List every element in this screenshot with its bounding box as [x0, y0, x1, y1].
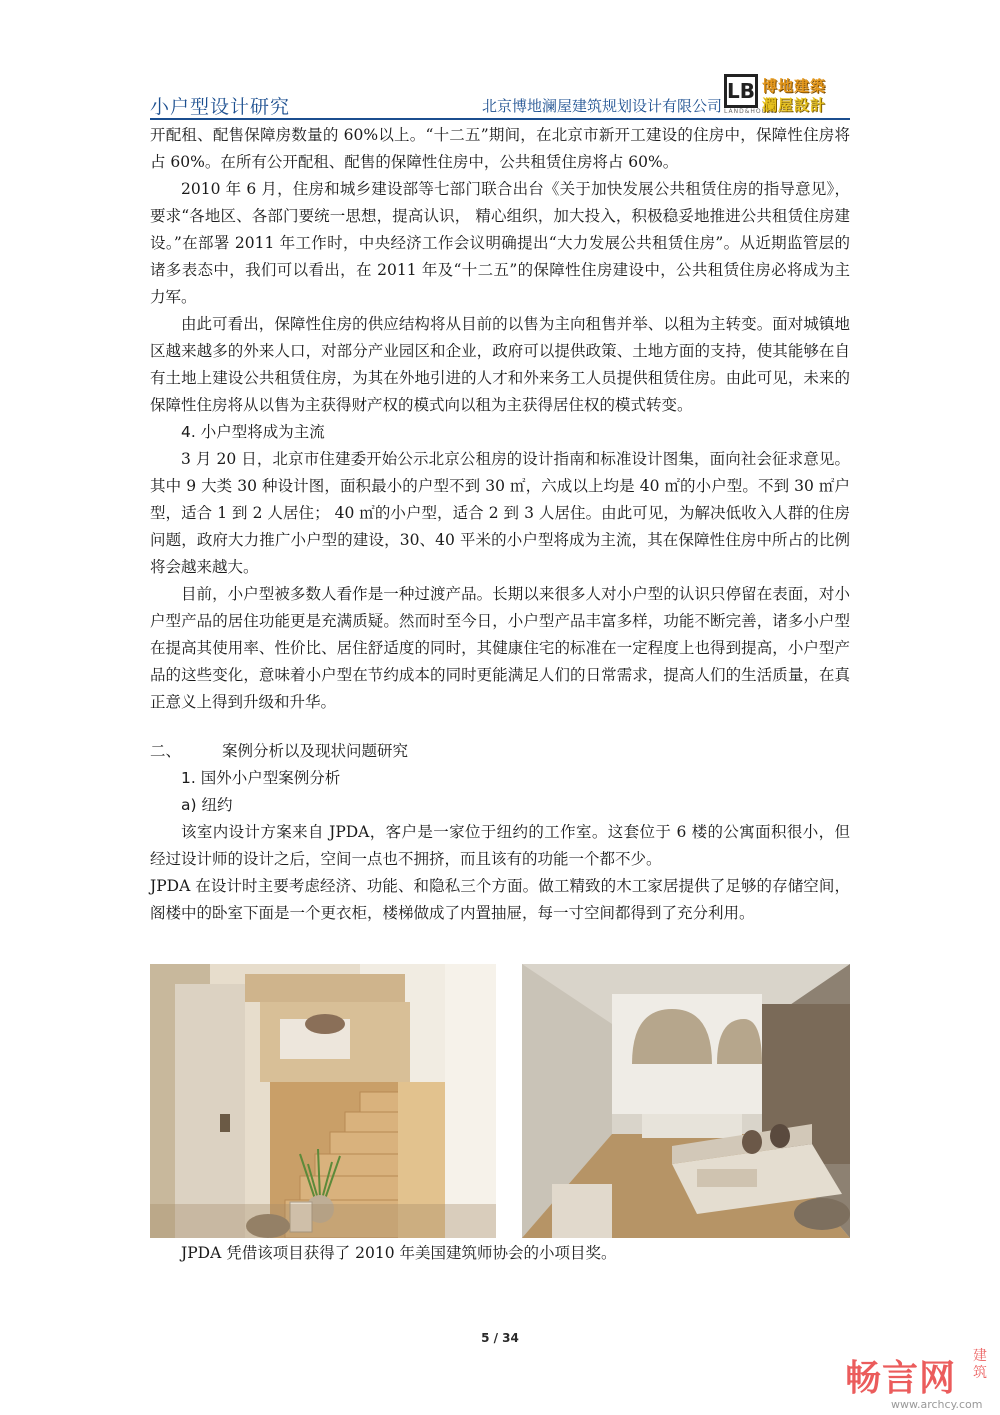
logo-text-line2: 瀾屋設計	[762, 96, 827, 114]
logo-text-line1: 博地建築	[762, 77, 827, 95]
section-heading-4: 4. 小户型将成为主流	[181, 423, 325, 441]
paragraph-7: JPDA 在设计时主要考虑经济、功能、和隐私三个方面。做工精致的木工家居提供了足够的存储空间，阁楼中的卧室下面是一个更衣柜，楼梯做成了内置抽屉，每一寸空间都得到了充分利用。	[150, 877, 850, 922]
paragraph-1: 开配租、配售保障房数量的 60%以上。“十二五”期间，在北京市新开工建设的住房中，保障性住房将占 60%。在所有公开配租、配售的保障性住房中，公共租赁住房将占 60%。	[150, 126, 850, 171]
paragraph-4: 3 月 20 日，北京市住建委开始公示北京公租房的设计指南和标准设计图集，面向社会征求意见。其中 9 大类 30 种设计图，面积最小的户型不到 30 ㎡，六成以上均是 40 ㎡的小户型。不到 30 ㎡户型，适合 1 到 2 人居住； 40 ㎡的小户型，适合 2 到 3 人居住。由此可见，为解决低收入人群的住房问题，政府大力推广小户型的建设，30、40 平米的小户型将成为主流，其在保障性住房中所占的比例将会越来越大。	[150, 450, 850, 576]
document-body	[150, 122, 850, 927]
paragraph-2: 2010 年 6 月，住房和城乡建设部等七部门联合出台《关于加快发展公共租赁住房的指导意见》，要求“各地区、各部门要统一思想，提高认识， 精心组织，加大投入，积极稳妥地推进公共租赁住房建设。”在部署 2011 年工作时，中央经济工作会议明确提出“大力发展公共租赁住房”。从近期监管层的诸多表态中，我们可以看出，在 2011 年及“十二五”的保障性住房建设中，公共租赁住房必将成为主力军。	[150, 180, 850, 306]
case-photos	[150, 964, 850, 1238]
photo-living-room	[522, 964, 850, 1238]
paragraph-6: 该室内设计方案来自 JPDA，客户是一家位于纽约的工作室。这套位于 6 楼的公寓面积很小，但经过设计师的设计之后，空间一点也不拥挤，而且该有的功能一个都不少。	[150, 823, 850, 868]
watermark-url: www.archcy.com	[891, 1398, 983, 1411]
watermark-brand: 畅言网	[845, 1358, 957, 1399]
loft-staircase-illustration	[150, 964, 496, 1238]
paragraph-3: 由此可看出，保障性住房的供应结构将从目前的以售为主向租售并举、以租为主转变。面对城镇地区越来越多的外来人口，对部分产业园区和企业，政府可以提供政策、土地方面的支持，使其能够在自有土地上建设公共租赁住房，为其在外地引进的人才和外来务工人员提供租赁住房。由此可见，未来的保障性住房将从以售为主获得财产权的模式向以租为主获得居住权的模式转变。	[150, 315, 850, 414]
watermark	[825, 1348, 1000, 1415]
logo-mark: LB	[724, 74, 758, 108]
document-title: 小户型设计研究	[150, 96, 291, 118]
company-logo	[724, 74, 850, 116]
watermark-side-text: 建筑	[973, 1348, 987, 1381]
spacer	[150, 716, 850, 738]
chapter-number: 二、	[150, 742, 182, 760]
case-heading-newyork: a) 纽约	[181, 796, 233, 814]
page-header	[150, 74, 850, 118]
company-name: 北京博地澜屋建筑规划设计有限公司	[482, 97, 723, 115]
photo-caption: JPDA 凭借该项目获得了 2010 年美国建筑师协会的小项目奖。	[181, 1244, 617, 1262]
subsection-heading: 1. 国外小户型案例分析	[181, 769, 341, 787]
page-number: 5 / 34	[481, 1331, 519, 1345]
paragraph-5: 目前，小户型被多数人看作是一种过渡产品。长期以来很多人对小户型的认识只停留在表面，对小户型产品的居住功能更是充满质疑。然而时至今日，小户型产品丰富多样，功能不断完善，诸多小户型在提高其使用率、性价比、居住舒适度的同时，其健康住宅的标准在一定程度上也得到提高，小户型产品的这些变化，意味着小户型在节约成本的同时更能满足人们的日常需求，提高人们的生活质量，在真正意义上得到升级和升华。	[150, 585, 850, 711]
logo-mark-subtext: LAND&HOUSE	[724, 108, 777, 115]
living-room-illustration	[522, 964, 850, 1238]
chapter-title: 案例分析以及现状问题研究	[222, 742, 409, 760]
photo-loft-staircase	[150, 964, 496, 1238]
chapter-heading	[150, 738, 850, 765]
header-divider	[150, 118, 850, 120]
